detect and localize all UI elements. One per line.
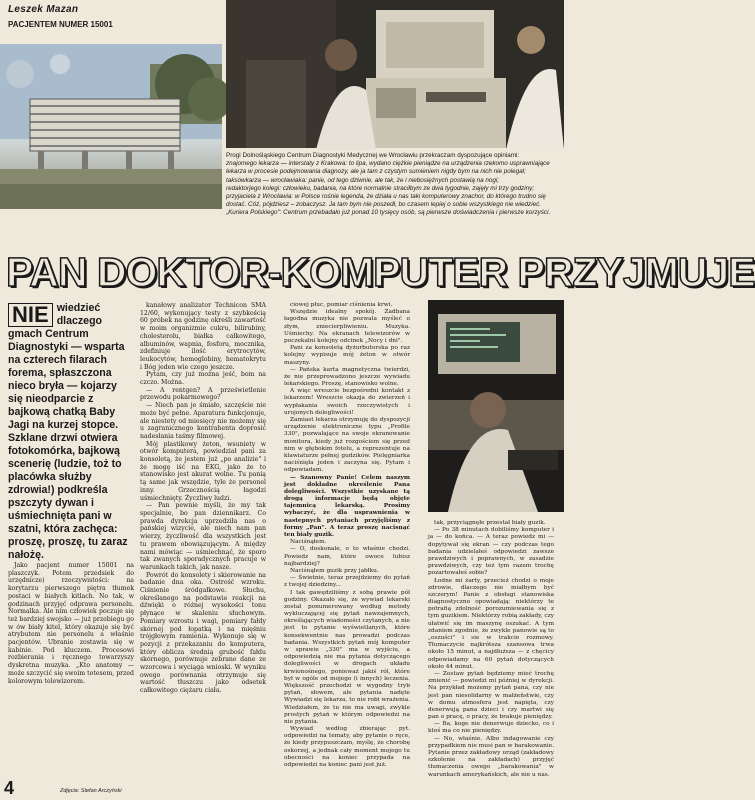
body-paragraph: Powrót do konsolety i skierowanie na badanie dna oka. Ostrość wzroku. Ciśnienie śródgałkowe. Słuchu, określanego na podstawie reakcji na dźwięki o różnej wysokości tonu płynące w skaleniu słuchowym. Pomiary wzrostu i wagi, pomiary fałdy skórnej pod łopatką i na mięśniu trójgłowym ramienia. Wykonuje się w pozycji z przekazaniu do komputera, który oblicza średnią grubość fałdu skórnego, porównuje zebrane dane ze wzorcowa i wyciąga wnioski. W wyniku owego porównania otrzymuje się wartość tłuszczu jako odsetek całkowitego ciężaru ciała. bbox=[140, 571, 266, 695]
body-paragraph: tak, przyciągnęłe przestał biały guzik. bbox=[434, 520, 546, 526]
article-column-2 bbox=[140, 302, 266, 695]
laboratory-photo bbox=[226, 0, 564, 148]
lead-text: wiedzieć dlaczego gmach Centrum Diagnostyki — wsparta na czterech filarach forema, spłaszczona nieco bryła — kojarzy się nieodparcie z bajkową chatką Baby Jagi na kurzej stopce. Szklane drzwi otwiera fotokomórka, bajkową scenerię (ludzie, toż to placówka służby zdrowia!) podkreśla pszczyty dywan i uśmiechnięta pani w szatni, która zachęca: proszę, proszę, tu zaraz nałożę. bbox=[8, 302, 128, 561]
caption-line: znajomego lekarza — interstaty z Krakowa: to lipa, wydano ciężkie pieniądze na urządzenia rzekomo usprawniające lekarza w procesie podejmowania diagnozy, ale ja tam z czystym sumieniem nigdy bym na nich nie polegał; bbox=[226, 160, 550, 176]
page-number: 4 bbox=[4, 778, 15, 798]
body-paragraph: — Świetnie, teraz przejdziemy do pytań z twojej dziedziny... bbox=[284, 575, 410, 589]
body-paragraph: Mój plastikowy żeton, wsuniety w otwór komputera, powiedział pani za konsoletą, że jestem już „po analizie" i że mogę iść na EKG, jako że to stanowisko jest akurat wolne. Tu panią tą same jak wszędzie, tyle że personel inny. Grzecznością łagodzi uśmiechnięty. Życzliwy ludzi. bbox=[140, 440, 266, 502]
body-paragraph: — O, doskonale, o to właśnie chodzi. Powiedz nam, które owoce lubisz najbardziej? bbox=[284, 546, 410, 567]
article-column-3 bbox=[284, 302, 410, 769]
body-paragraph: Wywiad według zbierając pyt. odpowiedzi na tematy, aby pytanie o ręce, że kiedy przypuszczam, myślę, że chorobę oskorzej, a jednak cały moment mojego tu obecności na koniec przypada na odpowiedzi na koniec pani jest już. bbox=[284, 726, 410, 768]
body-paragraph: — Ba, koge nie denerwuje dziecko, co i ktoś ma co nie pieniędzy. bbox=[428, 721, 554, 735]
lead-paragraph bbox=[8, 302, 134, 562]
photo-credit: Zdjęcia: Stefan Arczyński bbox=[60, 788, 122, 794]
body-paragraph: — No, właśnie. Albo indagowanie czy przypadkiem nie musi pan w barakowanie. Pytanie przez zakładowy urząd (zakładowy szkolenie na zakładach) przyjęć tłumaczenia owego „barakowania" w warunkach amerykańskich, ale nie u nas. bbox=[428, 735, 554, 778]
article-kicker: PACJENTEM NUMER 15001 bbox=[8, 20, 113, 29]
body-paragraph: Pani za konsoletą dyżurbutorska po raz kolejny wypisuje mój żeton w otwór maszyny. bbox=[284, 345, 410, 366]
body-paragraph: — Pańska karta magnetyczna twierdzi, że nie przeprowadzono jeszcze wywiadu lekarskiego. Proszę, stanowisko wolne. bbox=[284, 366, 410, 388]
drop-cap: NIE bbox=[8, 303, 53, 327]
body-paragraph: — Zostaw pytań będziemy mieć trochę zmienić — powiedzi mi później w dyrekcji. Na przykład możemy pytań pana, czy nie jest pan niesolidarny w małżeństwie, czy w domu atmosfera jest napięta, czy denerwują pana dzieci i czy martwi się pan o pracę, o pracy, że brakuje pieniędzy. bbox=[428, 670, 554, 721]
article-column-4 bbox=[428, 520, 554, 779]
photo-caption bbox=[226, 152, 560, 218]
body-paragraph: Jako pacjent numer 15001 na plaszczyk. Potem przedsiek do urzędnicze) rzeczywistości: na korytarzu pierwszego piętra tłumek postaci w białych kitlach. No tak, w godzinach przyjęć odprawa personelu. Normalka. Ale nim człowiek poczuje się też bardziej swojsko — już przebiegu go w ów biały kitel, który okazuje się być atrybutem nie personelu a właśnie pacjentów. Ubranie zostawia się w kabinie. Pod kluczem. Procesowi rozbierania i ręcznego towarzyszy dyskretna muzyka. „Kto anatomy — może szczycić się swoim totesem, przed kolorowym telewizorem. bbox=[8, 562, 134, 685]
caption-line: redaktorjego kolegi: człowieku, badania, na które normalnie straciłbym ze dwa tygodnie, zajęły mi trzy godziny; bbox=[226, 184, 534, 192]
body-paragraph: Wszędzie idealny spokój. Zadbana łagodna muzyka nie pozwala myśleć o złym, zniecierpliwieniu. Muzyka. Uśmiechy. Na ekranach telewizorów w poczekalni kolejny odcinek „Nocy i dni". bbox=[284, 309, 410, 344]
body-paragraph: — Niech pan je śmiało, szczęście nie może być pełne. Aparatura funkcjonuje, ale niestety od miesięcy nie możemy się u zagranicznego kontrahenta doprosić nadesłania taśmy filmowej. bbox=[140, 402, 266, 440]
caption-line: przyjaciela z Wrocławia: w Polsce rośnie legenda, że działa u nas taki komputerowy znachor, do którego trudno się dostać. Cóż, pójdziesz – zobaczysz. Ja tam bym nie poszedł, bo czasem lepiej o sobie wszystkiego nie wiedzieć. bbox=[226, 193, 546, 209]
caption-line: Progi Dolnośląskiego Centrum Diagnostyki Medycznej we Wrocławiu przekraczam dyspozujące opiniami: bbox=[226, 152, 520, 159]
body-paragraph: Łodne mi żarty, przecież chodzi o moje zdrowie, dlaczego nie miałbym być szczerym! Panie z obsługi stanowiska diagnostyczno opowiadają: niektórzy te potrafią zdolność porozumiewania się z tym guzikiem. Niektórzy robią zakłady, czy ułatwić się im maszynę oszukać. A tym zdaniem zgodnie, że zwykle panowie są to „oszuści" i sie w trakcie rozmowy. Tłumaczycie najkrótsza szansowa trwa około 15 minut, a najdłuższa — z chęcicy odpowiadamy na 60 pytań dotyczących około 44 minut. bbox=[428, 577, 554, 670]
body-paragraph: — A rentgen? A prześwietlenie przewodu pokarmowego? bbox=[140, 386, 266, 402]
body-paragraph: — Pan pewnie myśli, że my tak specjalnie, bo pan dziennikarz. Co prawda dyrekcja uprzedziła nas o pańskiej wizycie, ale niech nam pan wierzy, życzliwość dla wszystkich jest tu prawem obowiązującym. A między nami mówiąc — uśmiechnąć, że sporo tak zwanych sporadycznych pracuje w warunkach takich, jak nasze. bbox=[140, 502, 266, 571]
body-paragraph: Pytam, czy już można jeść, bom na czczo. Można. bbox=[140, 371, 266, 387]
body-paragraph: — Po 38 minutach dobiliśmy komputer i ja — do końca. — A teraz powiedz mi — dopytywał się ekran — czy podczas tego badania udzielałeś odpowiedzi zawsze prawdziwych i poprawnych, w zasadzie prawdziwych, czy też tym razem trochę pozartowałeś sobie? bbox=[428, 527, 554, 577]
body-paragraph: Naciśnąłem. bbox=[290, 539, 327, 546]
pull-paragraph: — Szanowny Panie! Celem naszym jest dokładne określenie Pana dolegliwości. Wszystkie uzyskane tą drogą informacje będą objęte tajemnicą lekarską. Prosimy wybaczyć, że dla usprawnienia w nastepnych pytaniach przyjęliśmy z formy „Pan". A teraz proszę nacisnąć ten biały guzik. bbox=[284, 474, 410, 538]
body-paragraph: kanałowy analizator Technicon SMA 12/60, wykonujący testy z szybkością 60 próbek na godzinę określi zawartość w moim organizmie cukru, bilirubiny, cholesterolu, białka całkowitego, albuminów, wapnia, fosforu, mocznika, zdefiniuje ilość erytrocytów, leukocytów, hemoglobiny, hematokrytu i Bóg jeden wie czego jeszcze. bbox=[140, 302, 266, 371]
article-headline: PAN DOKTOR-KOMPUTER PRZYJMUJE bbox=[6, 249, 755, 295]
body-paragraph: ciowej płuc, pomiar ciśnienia krwi. bbox=[290, 302, 393, 308]
building-photo bbox=[0, 44, 222, 209]
body-paragraph: A więc wreszcie bezpośredni kontakt z lekarzem! Wreszcie okazja do zwierzeń i wypłakania swoich rzeczywistych i urojonych dolegliwości! bbox=[284, 388, 410, 416]
body-paragraph: Naciśnąłem guzik przy jabłku. bbox=[290, 567, 379, 574]
terminal-photo bbox=[428, 300, 564, 512]
caption-line: „Kuriera Polskiego": Centrum przebadało już ponad 10 tysięcy osób, są pierwsze doświadczenia i pierwsze korzyści. bbox=[226, 209, 551, 217]
body-paragraph: I tak gawędziliśmy z sobą prawie pół godziny. Okazało się, że wywiad lekarski został ponumerowany według metody wykluczającej się pytań nawzajemnych, określających wiadomości czytanych, a nie jest to pytanie wyświetlanych, które konsekwentnie nas prowadzi podczas badania. Wszystkich pytań mój komputer w sprawie „330" ma w wyjściu, a odpowiedzią nie ma pytania dotyczącego dolegliwości w drogach układu krwionośnego, ponieważ jakiś ról, które był w ogóle od mojego (i innych) leczenia. Większość przechodzi w wygodny tryb pytań, słowem, ale pytania nadęte Wywiadzi się lekarza, to nie robi wrażenia. Wiedziałem, że tu nie ma uwagi, zwykle prostych pytań w którym odpowiedzi na nie pytania. bbox=[284, 589, 410, 725]
author-name: Leszek Mazan bbox=[8, 4, 79, 15]
article-column-1 bbox=[8, 302, 134, 685]
body-paragraph: Zamiast lekarza otrzymuję do dyspozycji urządzenie elektroniczne typu „Profile 330", pozwalające na swoje ekranowanie monitora, kiedy już rozgościem się przed nim w głębokim fotelu, a reprezentuje na klawiaturze pełnej gudzików. Pielęgniarka naciśnięła jeden i zaczyna się. Pytam i odpowiadam. bbox=[284, 417, 410, 474]
caption-line: taksówkarza — wrocławiaka: panie, od tego dziwnie, ale tak, że i niebosiężnych postawią na nogi; bbox=[226, 176, 500, 184]
